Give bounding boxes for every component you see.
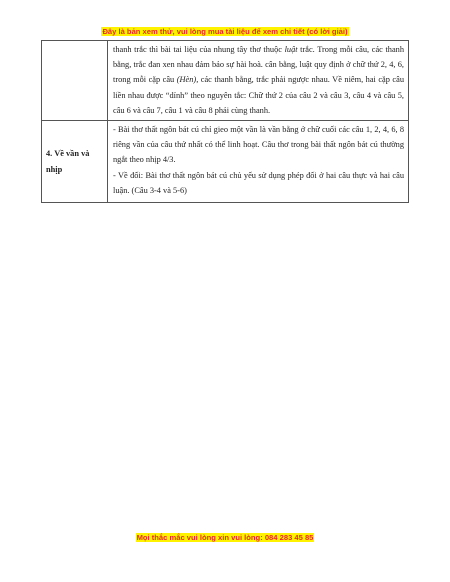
text-run: thanh trắc thì bài tai liệu của nhung tây thơ thuộc: [113, 45, 285, 54]
text-run: trắc. Trong mỗi câu, các thanh bằng, trắc đan xen nhau đảm bảo sự hài hoà. cân bằng, luật quy định ở chữ thứ 2, 4, 6, trong mỗi cặp câu: [113, 45, 404, 85]
paragraph-parallelism: - Về đối: Bài thơ thất ngôn bát cú chủ yếu sử dụng phép đối ở hai câu thực và hai câu luận. (Câu 3-4 và 5-6): [113, 170, 404, 195]
preview-notice-text: Đây là bản xem thử, vui lòng mua tài liệu để xem chi tiết (có lời giải): [102, 27, 348, 36]
row-content-text: [108, 121, 408, 202]
row-label-cell: [42, 121, 108, 203]
contact-notice-footer: [0, 533, 450, 543]
row-content-text: [108, 41, 408, 120]
preview-notice-header: [0, 27, 450, 37]
row-content-cell: [108, 121, 409, 203]
italic-text-run: (Hèn),: [176, 75, 199, 85]
row-content-cell: [108, 41, 409, 121]
row-label-van-nhip: 4. Về vần và nhịp: [46, 149, 90, 174]
contact-notice-text: Mọi thắc mắc vui lòng xin vui lòng: 084 283 45 85: [136, 533, 314, 542]
table-row: [42, 41, 409, 121]
content-table: [41, 40, 409, 203]
row-label-cell: [42, 41, 108, 121]
italic-text-run: luật: [284, 45, 298, 54]
paragraph-rhyme-rhythm: - Bài thơ thất ngôn bát cú chỉ gieo một vần là vần bằng ở chữ cuối các câu 1, 2, 4, 6, 8 riêng vần của câu thứ nhất có thể linh hoạt. Câu thơ trong bài thất ngôn bát cú thường ngắt theo nhịp 4/3.: [113, 125, 404, 165]
paragraph: [113, 42, 404, 118]
text-run: các thanh bằng, trắc phải ngược nhau. Về niêm, hai cặp câu liền nhau được “dính” theo nguyên tắc: Chữ thứ 2 của câu 2 và câu 3, câu 4 và câu 5, câu 6 và câu 7, câu 1 và câu 8 phải cùng thanh.: [113, 75, 405, 115]
table-row: [42, 121, 409, 203]
